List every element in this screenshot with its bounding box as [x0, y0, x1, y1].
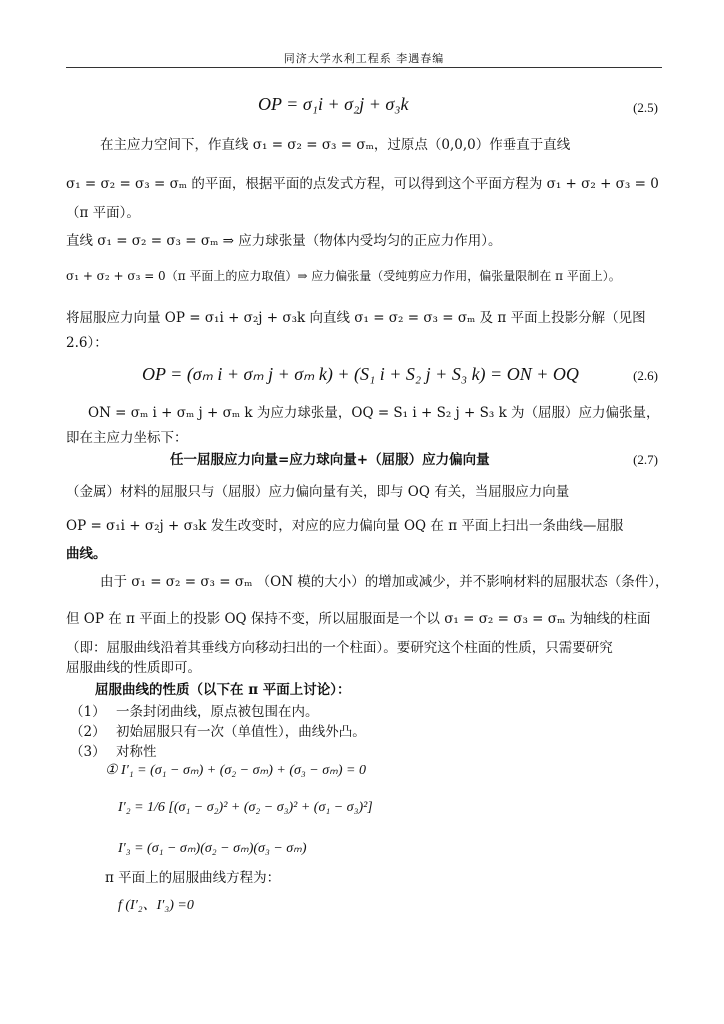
paragraph-7: 2.6）：	[66, 335, 108, 351]
formula-i2: I′₂ = 1/6 [(σ₁ − σ₂)² + (σ₂ − σ₃)² + (σ₁ − σ₃)²]	[118, 800, 373, 815]
paragraph-4: 直线 σ₁ = σ₂ = σ₃ = σₘ ⇒ 应力球张量（物体内受均匀的正应力作用）。	[66, 233, 502, 249]
formula-i1: ① I′₁ = (σ₁ − σₘ) + (σ₂ − σₘ) + (σ₃ − σₘ) = 0	[105, 763, 366, 778]
list-item	[70, 720, 366, 740]
list-item-text: 一条封闭曲线，原点被包围在内。	[116, 704, 319, 720]
equation-2-6: OP = (σₘ i + σₘ j + σₘ k) + (S₁ i + S₂ j + S₃ k) = ON + OQ	[142, 364, 579, 384]
section-heading: 屈服曲线的性质（以下在 π 平面上讨论）：	[95, 682, 351, 698]
equation-number-2-7: (2.7)	[633, 452, 658, 467]
paragraph-9: 即在主应力坐标下：	[66, 430, 188, 446]
paragraph-11: OP = σ₁i + σ₂j + σ₃k 发生改变时，对应的应力偏向量 OQ 在 π 平面上扫出一条曲线—屈服	[66, 518, 624, 534]
equation-number-2-5: (2.5)	[633, 100, 658, 115]
page-header: 同济大学水利工程系 李遇春编	[283, 52, 445, 65]
list-item-text: 初始屈服只有一次（单值性），曲线外凸。	[116, 724, 366, 740]
paragraph-15: （即：屈服曲线沿着其垂线方向移动扫出的一个柱面）。要研究这个柱面的性质，只需要研究	[66, 640, 613, 656]
equation-2-7-text: 任一屈服应力向量=应力球向量+（屈服）应力偏向量	[170, 452, 490, 468]
paragraph-10: （金属）材料的屈服只与（屈服）应力偏向量有关，即与 OQ 有关，当屈服应力向量	[66, 484, 570, 500]
list-item-text: 对称性	[116, 744, 157, 760]
paragraph-2: σ₁ = σ₂ = σ₃ = σₘ 的平面，根据平面的点发式方程，可以得到这个平面方程为 σ₁ + σ₂ + σ₃ = 0	[66, 176, 659, 192]
list-item	[70, 700, 319, 720]
paragraph-3: （π 平面）。	[66, 205, 140, 221]
list-item-number: （2）	[70, 724, 106, 740]
list-item	[70, 740, 157, 760]
equation-number-2-6: (2.6)	[633, 368, 658, 383]
equation-2-5: OP = σ₁i + σ₂j + σ₃k	[258, 94, 409, 114]
paragraph-14: 但 OP 在 π 平面上的投影 OQ 保持不变，所以屈服面是一个以 σ₁ = σ₂ = σ₃ = σₘ 为轴线的柱面	[66, 611, 651, 627]
formula-yield-function: f (I′₂、I′₃) =0	[118, 898, 194, 913]
paragraph-18: π 平面上的屈服曲线方程为：	[105, 870, 281, 886]
formula-i3: I′₃ = (σ₁ − σₘ)(σ₂ − σₘ)(σ₃ − σₘ)	[118, 841, 307, 856]
paragraph-5: σ₁ + σ₂ + σ₃ = 0（π 平面上的应力取值）⇒ 应力偏张量（受纯剪应力作用，偏张量限制在 π 平面上）。	[66, 269, 621, 283]
paragraph-12: 曲线。	[66, 546, 107, 562]
header-rule	[66, 67, 662, 68]
list-item-number: （1）	[70, 704, 106, 720]
paragraph-16: 屈服曲线的性质即可。	[66, 660, 201, 676]
paragraph-6: 将屈服应力向量 OP = σ₁i + σ₂j + σ₃k 向直线 σ₁ = σ₂ = σ₃ = σₘ 及 π 平面上投影分解（见图	[66, 310, 646, 326]
paragraph-13: 由于 σ₁ = σ₂ = σ₃ = σₘ （ON 模的大小）的增加或减少，并不影响材料的屈服状态（条件），	[100, 574, 669, 590]
paragraph-1: 在主应力空间下，作直线 σ₁ = σ₂ = σ₃ = σₘ，过原点（0,0,0）作垂直于直线	[100, 137, 571, 153]
paragraph-8: ON = σₘ i + σₘ j + σₘ k 为应力球张量，OQ = S₁ i + S₂ j + S₃ k 为（屈服）应力偏张量，	[88, 405, 660, 421]
list-item-number: （3）	[70, 744, 106, 760]
